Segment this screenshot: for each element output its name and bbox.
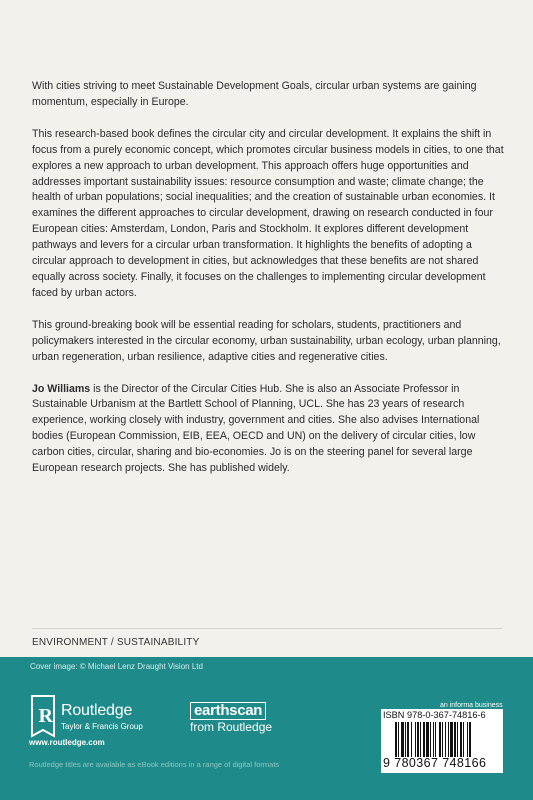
blurb-text bbox=[32, 79, 507, 493]
earthscan-from-routledge: from Routledge bbox=[190, 720, 273, 734]
informa-business-label: an informa business bbox=[440, 702, 503, 709]
blurb-paragraph-1: With cities striving to meet Sustainable Development Goals, circular urban systems are gaining momentum, especially in Europe. bbox=[32, 80, 477, 108]
publisher-group: Taylor & Francis Group bbox=[61, 722, 143, 731]
author-bio-text: is the Director of the Circular Cities Hub. She is also an Associate Professor in Sustainable Urbanism at the Bartlett School of Planning, UCL. She has 23 years of research experience, working closely with industry, government and cities. She also advises International bodies (European Commission, EIB, EEA, OECD and UN) on the delivery of circular cities, low carbon cities, circular, sharing and bio-economies. Jo is on the steering panel for several large European research projects. She has published widely. bbox=[32, 382, 480, 475]
blurb-paragraph-3: This ground-breaking book will be essential reading for scholars, students, practitioners and policymakers interested in the circular economy, urban sustainability, urban ecology, urban planning, urban regeneration, urban resilience, adaptive cities and regenerative cities. bbox=[32, 318, 501, 363]
publisher-name: Routledge bbox=[61, 702, 133, 719]
author-bio bbox=[32, 382, 507, 477]
ebook-availability-note: Routledge titles are available as eBook editions in a range of digital formats bbox=[29, 760, 280, 769]
author-name: Jo Williams bbox=[32, 382, 91, 395]
svg-text:R: R bbox=[38, 705, 53, 727]
blurb-paragraph-2: This research-based book defines the circular city and circular development. It explains the shift in focus from a purely economic concept, which promotes circular business models in cities, to one that explores a new approach to urban development. This approach offers huge opportunities and addresses important sustainability issues: resource consumption and waste; climate change; the health of urban populations; social inequalities; and the creation of sustainable urban economies. It examines the different approaches to circular development, drawing on research conducted in four European cities: Amsterdam, London, Paris and Stockholm. It explores different development pathways and levers for a circular urban transformation. It highlights the benefits of adopting a circular approach to development in cities, but acknowledges that these benefits are not shared equally across society. Finally, it focuses on the challenges to implementing circular development faced by urban actors. bbox=[32, 127, 504, 299]
publisher-url: www.routledge.com bbox=[29, 738, 105, 747]
barcode-number: 9 780367 748166 bbox=[383, 756, 487, 770]
barcode-icon bbox=[395, 722, 499, 757]
category-divider bbox=[32, 628, 502, 629]
isbn-label: ISBN 978-0-367-74816-6 bbox=[383, 710, 486, 720]
earthscan-logo: earthscan bbox=[190, 702, 266, 720]
subject-category: ENVIRONMENT / SUSTAINABILITY bbox=[32, 637, 200, 648]
cover-image-credit: Cover image: © Michael Lenz Draught Vision Ltd bbox=[30, 662, 203, 671]
